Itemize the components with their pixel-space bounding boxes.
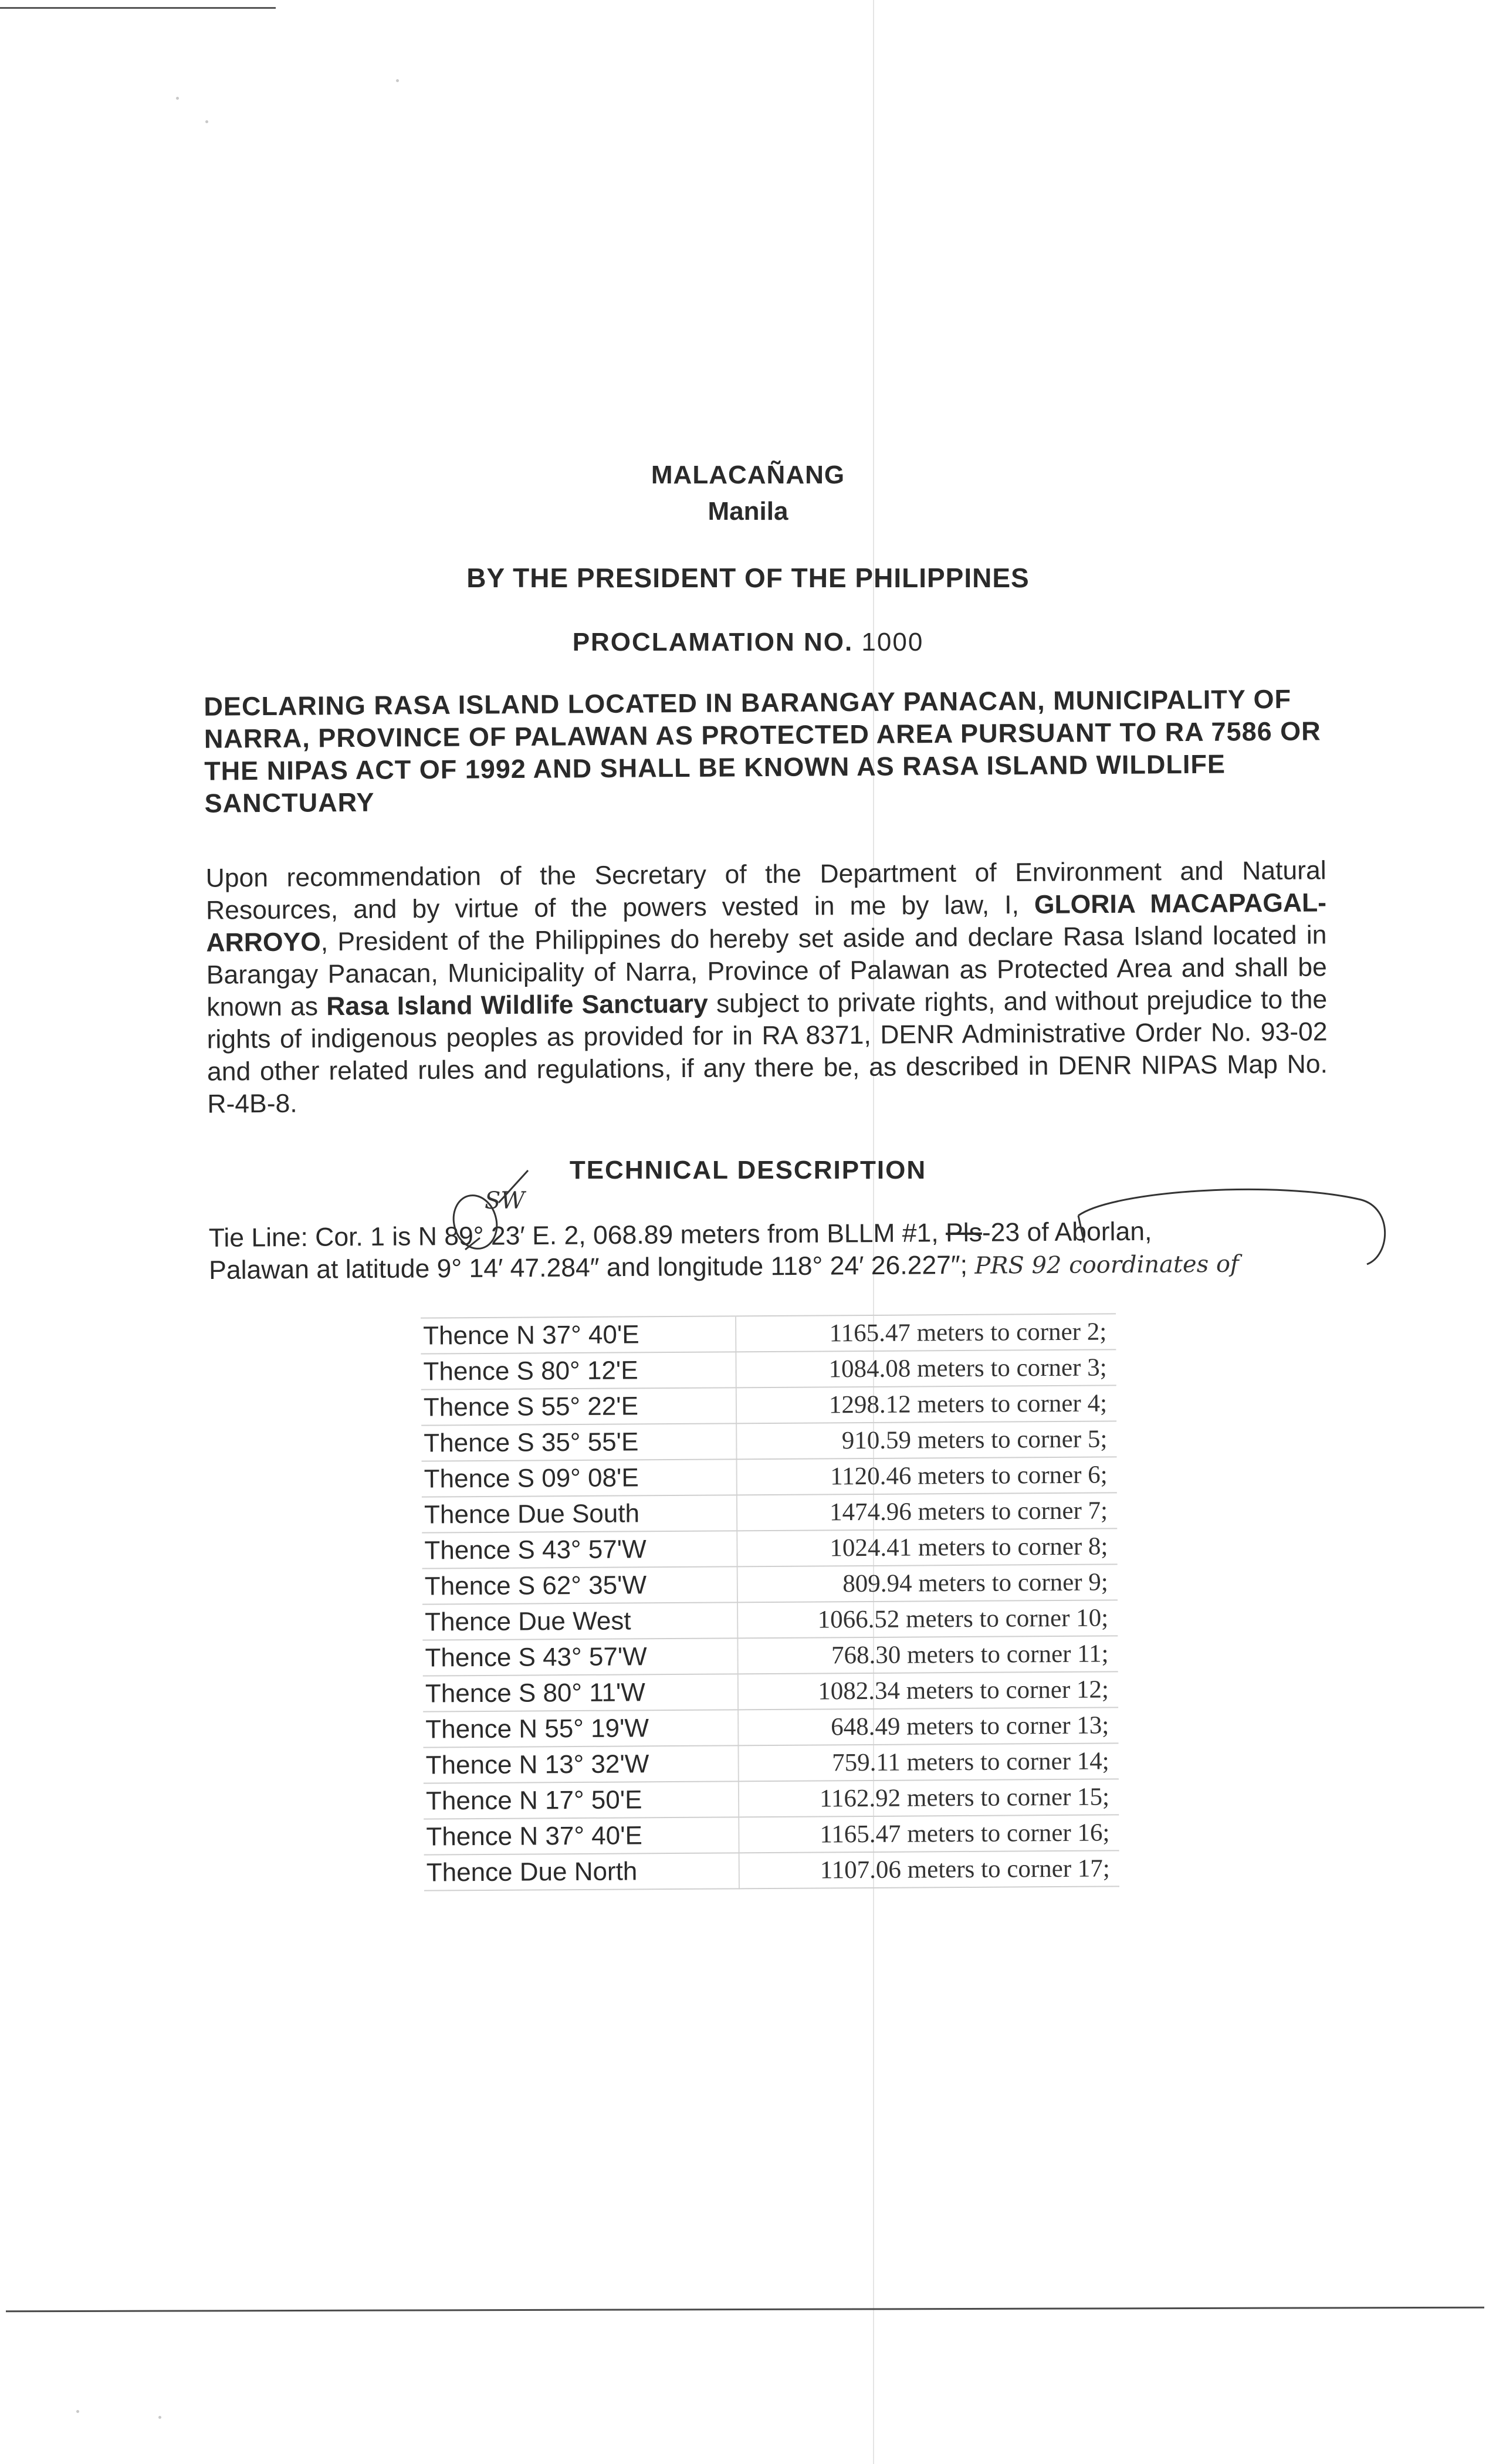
- table-row: [422, 1492, 1117, 1532]
- table-row: [424, 1743, 1119, 1783]
- table-row: [422, 1636, 1118, 1676]
- body-text-3: subject to private rights, and without prejudice to the rights of indigenous peoples as provided for in RA 8371, DENR Administrative Order No. 93-02 and other related rules and regulations, if any there be, as described in DENR NIPAS Map No. R-4B-8.: [207, 985, 1328, 1119]
- table-row: [422, 1564, 1118, 1604]
- course-distance: 1162.92 meters to corner 15;: [739, 1779, 1119, 1817]
- course-bearing: Thence N 55° 19'W: [423, 1710, 738, 1747]
- table-row: [424, 1779, 1119, 1819]
- course-bearing: Thence N 37° 40'E: [421, 1316, 736, 1353]
- table-row: [422, 1528, 1117, 1568]
- tie-line-text-2: -23 of Aborlan,: [981, 1217, 1152, 1247]
- city-heading: Manila: [708, 497, 788, 526]
- table-row: [422, 1600, 1118, 1640]
- office-heading: MALACAÑANG: [651, 461, 845, 489]
- course-distance: 1120.46 meters to corner 6;: [737, 1457, 1117, 1495]
- table-row: [422, 1457, 1117, 1497]
- handwritten-correction: SW: [485, 1187, 525, 1214]
- course-distance: 1066.52 meters to corner 10;: [737, 1600, 1118, 1638]
- table-row: [421, 1385, 1116, 1425]
- tie-line-struck-text: Pls: [945, 1218, 983, 1248]
- technical-description-table: [421, 1313, 1119, 1891]
- course-distance: 910.59 meters to corner 5;: [736, 1421, 1116, 1459]
- course-bearing: Thence S 55° 22'E: [421, 1387, 736, 1425]
- bracket-mark: [1078, 1189, 1385, 1264]
- sanctuary-name: Rasa Island Wildlife Sanctuary: [326, 989, 708, 1021]
- course-distance: 809.94 meters to corner 9;: [737, 1564, 1118, 1602]
- technical-description-heading: TECHNICAL DESCRIPTION: [569, 1156, 927, 1184]
- course-distance: 759.11 meters to corner 14;: [738, 1743, 1118, 1781]
- president-name: GLORIA MACAPAGAL-ARROYO: [206, 888, 1327, 957]
- course-distance: 768.30 meters to corner 11;: [737, 1636, 1118, 1674]
- course-distance: 1165.47 meters to corner 2;: [736, 1314, 1116, 1352]
- table-row: [423, 1707, 1118, 1747]
- annotation-stroke: [1078, 1216, 1084, 1243]
- handwritten-note: PRS 92 coordinates of: [974, 1250, 1239, 1280]
- course-bearing: Thence S 43° 57'W: [422, 1531, 737, 1568]
- table-row: [424, 1815, 1119, 1854]
- tie-line-text-3: Palawan at latitude 9° 14′ 47.284″ and longitude 118° 24′ 26.227″;: [209, 1250, 968, 1285]
- tie-line-text-1: Tie Line: Cor. 1 is N 89° 23′ E. 2, 068.89 meters from BLLM #1,: [208, 1219, 946, 1253]
- course-distance: 1024.41 meters to corner 8;: [737, 1528, 1117, 1566]
- proclamation-label: PROCLAMATION NO.: [572, 628, 854, 656]
- table-row: [421, 1421, 1116, 1461]
- course-bearing: Thence Due North: [424, 1853, 739, 1890]
- course-bearing: Thence S 09° 08'E: [422, 1459, 737, 1497]
- course-bearing: Thence S 80° 11'W: [423, 1674, 738, 1711]
- course-distance: 1082.34 meters to corner 12;: [738, 1671, 1118, 1710]
- body-text-2: , President of the Philippines do hereby set aside and declare Rasa Island located in Barangay Panacan, Municipality of Narra, Province of Palawan as Protected Area and shall be known as: [206, 920, 1327, 1022]
- course-bearing: Thence S 80° 12'E: [421, 1352, 736, 1389]
- proclamation-number: 1000: [861, 628, 924, 656]
- table-row: [421, 1349, 1116, 1389]
- course-bearing: Thence N 37° 40'E: [424, 1817, 739, 1854]
- proclamation-title: DECLARING RASA ISLAND LOCATED IN BARANGAY PANACAN, MUNICIPALITY OF NARRA, PROVINCE OF PALAWAN AS PROTECTED AREA PURSUANT TO RA 7586 OR THE NIPAS ACT OF 1992 AND SHALL BE KNOWN AS RASA ISLAND WILDLIFE SANCTUARY: [204, 683, 1321, 818]
- table-row: [423, 1671, 1118, 1711]
- body-text-1: Upon recommendation of the Secretary of the Department of Environment and Natural Resources, and by virtue of the powers vested in me by law, I,: [205, 856, 1326, 925]
- course-distance: 648.49 meters to corner 13;: [738, 1707, 1118, 1745]
- course-distance: 1107.06 meters to corner 17;: [739, 1850, 1119, 1888]
- course-distance: 1084.08 meters to corner 3;: [736, 1349, 1116, 1387]
- course-bearing: Thence N 13° 32'W: [424, 1745, 739, 1783]
- issuer-heading: BY THE PRESIDENT OF THE PHILIPPINES: [466, 563, 1030, 593]
- course-bearing: Thence Due South: [422, 1495, 737, 1532]
- course-bearing: Thence S 62° 35'W: [422, 1566, 737, 1604]
- course-bearing: Thence N 17° 50'E: [424, 1781, 739, 1819]
- course-distance: 1298.12 meters to corner 4;: [736, 1385, 1116, 1423]
- course-bearing: Thence S 35° 55'E: [421, 1423, 736, 1461]
- course-bearing: Thence Due West: [422, 1602, 737, 1640]
- course-distance: 1165.47 meters to corner 16;: [739, 1815, 1119, 1853]
- course-distance: 1474.96 meters to corner 7;: [737, 1492, 1117, 1531]
- table-row: [424, 1850, 1119, 1890]
- table-row: [421, 1314, 1116, 1353]
- course-bearing: Thence S 43° 57'W: [422, 1638, 737, 1676]
